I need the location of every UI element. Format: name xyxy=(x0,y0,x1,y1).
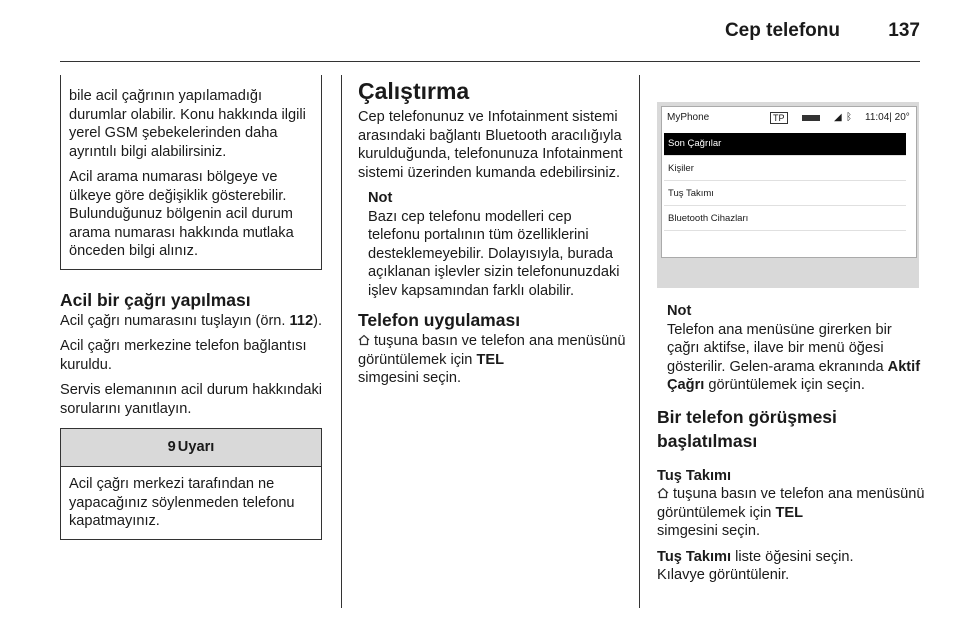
phone-app-paragraph xyxy=(358,332,626,388)
column-2 xyxy=(358,78,626,395)
operation-paragraph: Cep telefonunuz ve Infotainment sistemi arasındaki bağlantı Bluetooth aracılığıyla kurulduğunda, telefonunuza Infotainment sistemi üzerinden kumanda edebilirsiniz. xyxy=(358,109,623,181)
number-112: 112 xyxy=(289,312,314,329)
info-box-paragraph-2: Acil arama numarası bölgeye ve ülkeye göre değişiklik gösterebilir. Bulunduğunuz bölgenin acil durum arama numarası hakkında mutlaka önceden bilgi alınız. xyxy=(69,169,294,259)
note-title: Not xyxy=(368,190,393,206)
page-header xyxy=(0,0,960,62)
active-call-label: Aktif Çağrı xyxy=(667,358,921,393)
screen-title: MyPhone xyxy=(667,112,710,123)
column-3 xyxy=(657,302,927,592)
home-icon xyxy=(358,334,370,346)
text: liste öğesini seçin. xyxy=(735,548,854,565)
keypad-paragraph-2 xyxy=(657,548,927,585)
screen-menu-item-contacts[interactable]: Kişiler xyxy=(664,158,906,181)
warning-title: Uyarı xyxy=(177,439,215,455)
emergency-paragraph-3: Servis elemanının acil durum hakkındaki sorularını yanıtlayın. xyxy=(60,382,323,417)
note-title-2: Not xyxy=(667,303,692,319)
emergency-paragraph-1 xyxy=(60,312,322,331)
text: Acil çağrı numarasını tuşlayın (örn. xyxy=(60,312,286,329)
battery-icon xyxy=(802,115,820,121)
column-divider-1 xyxy=(341,75,342,608)
warning-icon: 9 xyxy=(167,439,176,455)
text: görüntülemek için seçin. xyxy=(708,377,865,393)
heading-line-2: başlatılması xyxy=(657,430,758,451)
screen-menu-item-bluetooth-devices[interactable]: Bluetooth Cihazları xyxy=(664,208,906,231)
sub-heading-keypad: Tuş Takımı xyxy=(657,467,732,484)
note-block-2 xyxy=(657,302,927,395)
screen-menu-item-keypad[interactable]: Tuş Takımı xyxy=(664,183,906,206)
warning-header xyxy=(61,429,321,467)
text: simgesini seçin. xyxy=(358,370,462,386)
signal-icon: ◢ xyxy=(834,112,842,123)
text: ). xyxy=(313,312,323,329)
tel-label: TEL xyxy=(476,351,505,368)
screen-clock: 11:04| 20° xyxy=(865,112,910,123)
emergency-paragraph-2: Acil çağrı merkezine telefon bağlantısı kuruldu. xyxy=(60,338,307,373)
home-icon xyxy=(657,487,669,499)
column-divider-2 xyxy=(639,75,640,608)
warning-text: Acil çağrı merkezi tarafından ne yapacağınız söylenmeden telefonu kapatmayınız. xyxy=(69,476,295,529)
page-number: 137 xyxy=(888,20,920,41)
warning-box xyxy=(60,428,322,540)
text: tuşuna basın ve telefon ana menüsünü görüntülemek için xyxy=(657,486,925,521)
info-box-paragraph-1: bile acil çağrının yapılamadığı durumlar olabilir. Konu hakkında ilgili yerel GSM şebekelerinden daha ayrıntılı bilgi alabilirsiniz. xyxy=(69,88,306,160)
header-title: Cep telefonu xyxy=(724,20,840,41)
note-text-2 xyxy=(667,321,927,395)
column-1 xyxy=(60,75,322,540)
section-heading-start-call xyxy=(657,405,927,453)
tel-label: TEL xyxy=(775,504,804,521)
header-rule xyxy=(60,61,920,62)
keypad-label: Tuş Takımı xyxy=(657,548,732,565)
text: tuşuna basın ve telefon ana menüsünü görüntülemek için xyxy=(358,333,626,368)
bluetooth-icon: ᛒ xyxy=(846,112,852,123)
text: simgesini seçin. xyxy=(657,523,761,539)
tp-indicator: TP xyxy=(770,112,788,124)
infotainment-screen-image xyxy=(657,102,919,288)
keypad-paragraph-1 xyxy=(657,485,927,541)
note-block xyxy=(358,189,626,300)
screen-menu-item-recent-calls[interactable]: Son Çağrılar xyxy=(664,133,906,156)
screen-display xyxy=(661,106,917,258)
sub-heading-phone-app: Telefon uygulaması xyxy=(358,310,521,330)
text: Telefon ana menüsüne girerken bir çağrı aktifse, ilave bir menü öğesi gösterilir. Gelen-arama ekranında xyxy=(667,321,892,375)
heading-line-1: Bir telefon görüşmesi xyxy=(657,406,837,427)
section-heading-operation: Çalıştırma xyxy=(358,78,470,104)
info-box xyxy=(60,75,322,270)
note-text: Bazı cep telefonu modelleri cep telefonu portalının tüm özelliklerini desteklemeyebilir. Dolayısıyla, burada açıklanan işlevler sizin telefonunuzdaki işlev kapsamından farklı olabilir. xyxy=(368,208,620,299)
text: Kılavye görüntülenir. xyxy=(657,567,790,583)
screen-status-bar xyxy=(662,107,916,129)
section-heading-emergency: Acil bir çağrı yapılması xyxy=(60,289,251,310)
